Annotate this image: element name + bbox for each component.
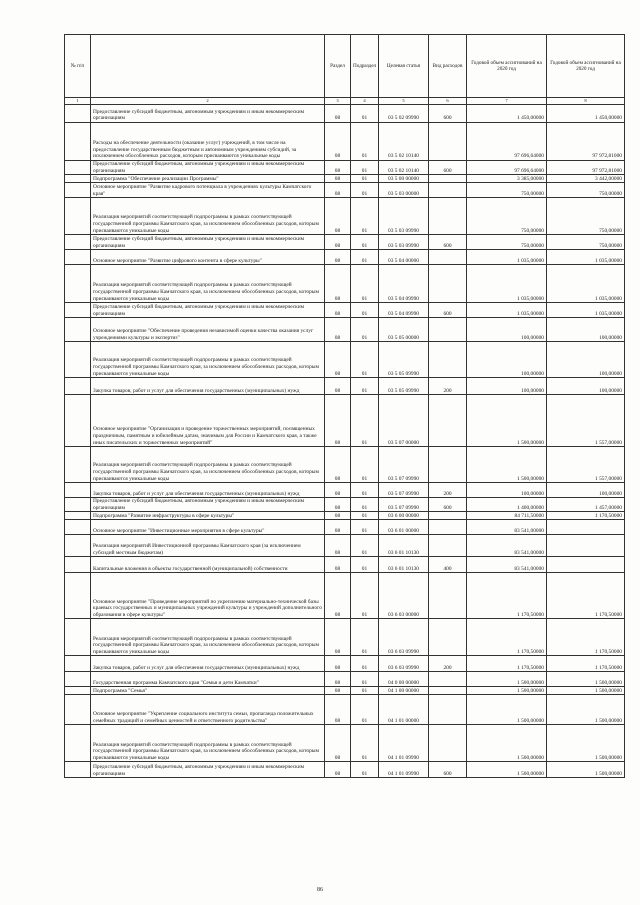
row-value-2020b-cell: 1 457,00000 xyxy=(547,498,625,512)
row-name-cell: Реализация мероприятий соответствующей подпрограммы в рамках соответствующей государственной программы Камчатского края, за исключением обособленных расходов, которым присваиваются уникальные коды xyxy=(91,342,325,378)
row-section-cell: 08 xyxy=(325,183,351,198)
row-value-2020b-cell: 3 442,00000 xyxy=(547,175,625,183)
row-target-cell: 03 5 02 10140 xyxy=(379,123,429,161)
row-name-cell: Основное мероприятие "Проведение мероприятий по укреплению материально-технической базы краевых государственных и муниципальных учреждений культуры и учреждений дополнительного образования в сфере культуры" xyxy=(91,573,325,619)
header-num: № п/п xyxy=(65,35,91,98)
row-section-cell: 08 xyxy=(325,447,351,483)
header-2020: Годовой объем ассигнований на 2020 год xyxy=(467,35,547,98)
row-section-cell: 08 xyxy=(325,250,351,265)
row-section-cell: 08 xyxy=(325,535,351,557)
row-section-cell: 08 xyxy=(325,498,351,512)
row-expense-cell: 600 xyxy=(429,235,467,250)
row-num-cell xyxy=(65,123,91,161)
table-row xyxy=(65,395,625,447)
row-subsection-cell: 01 xyxy=(351,483,379,498)
row-name-cell: Основное мероприятие "Развитие кадрового потенциала в учреждениях культуры Камчатского края" xyxy=(91,183,325,198)
row-name-cell: Предоставление субсидий бюджетным, автономным учреждениям и иным некоммерческим организациям xyxy=(91,303,325,318)
row-value-2020-cell: 97 696,64000 xyxy=(467,123,547,161)
row-value-2020b-cell: 750,00000 xyxy=(547,235,625,250)
row-section-cell: 08 xyxy=(325,725,351,762)
row-section-cell: 08 xyxy=(325,161,351,175)
row-num-cell xyxy=(65,447,91,483)
row-expense-cell xyxy=(429,342,467,378)
row-expense-cell xyxy=(429,725,467,762)
table-row xyxy=(65,342,625,378)
table-row xyxy=(65,447,625,483)
row-expense-cell xyxy=(429,687,467,695)
table-row xyxy=(65,656,625,672)
row-target-cell: 03 5 03 09990 xyxy=(379,235,429,250)
row-expense-cell: 400 xyxy=(429,557,467,573)
row-value-2020b-cell: 1 500,00000 xyxy=(547,725,625,762)
row-section-cell: 08 xyxy=(325,483,351,498)
col-number: 5 xyxy=(379,98,429,105)
row-value-2020b-cell: 1 035,00000 xyxy=(547,250,625,265)
row-name-cell: Предоставление субсидий бюджетным, автономным учреждениям и иным некоммерческим организациям xyxy=(91,235,325,250)
row-subsection-cell: 01 xyxy=(351,175,379,183)
row-name-cell: Закупка товаров, работ и услуг для обеспечения государственных (муниципальных) нужд xyxy=(91,378,325,395)
row-value-2020-cell: 100,00000 xyxy=(467,342,547,378)
table-row xyxy=(65,535,625,557)
row-value-2020b-cell: 100,00000 xyxy=(547,378,625,395)
row-section-cell: 08 xyxy=(325,175,351,183)
row-value-2020-cell: 1 500,00000 xyxy=(467,687,547,695)
row-value-2020-cell: 100,00000 xyxy=(467,318,547,342)
row-target-cell: 03 6 01 10130 xyxy=(379,557,429,573)
row-expense-cell xyxy=(429,250,467,265)
row-target-cell: 03 5 05 09990 xyxy=(379,378,429,395)
table-body xyxy=(65,105,625,778)
row-name-cell: Закупка товаров, работ и услуг для обеспечения государственных (муниципальных) нужд xyxy=(91,656,325,672)
row-subsection-cell: 01 xyxy=(351,395,379,447)
row-subsection-cell: 01 xyxy=(351,687,379,695)
row-value-2020b-cell: 1 170,50000 xyxy=(547,656,625,672)
row-num-cell xyxy=(65,250,91,265)
row-subsection-cell: 01 xyxy=(351,512,379,520)
row-target-cell: 03 5 07 00000 xyxy=(379,395,429,447)
row-section-cell: 08 xyxy=(325,265,351,303)
row-section-cell: 08 xyxy=(325,342,351,378)
row-num-cell xyxy=(65,656,91,672)
row-expense-cell xyxy=(429,520,467,535)
table-row xyxy=(65,318,625,342)
row-num-cell xyxy=(65,378,91,395)
row-name-cell: Предоставление субсидий бюджетным, автономным учреждениям и иным некоммерческим организациям xyxy=(91,161,325,175)
row-value-2020-cell: 3 385,00000 xyxy=(467,175,547,183)
row-expense-cell xyxy=(429,395,467,447)
row-value-2020b-cell xyxy=(547,520,625,535)
row-value-2020-cell: 84 711,50000 xyxy=(467,512,547,520)
row-value-2020-cell: 83 541,00000 xyxy=(467,535,547,557)
row-target-cell: 03 5 00 00000 xyxy=(379,175,429,183)
row-section-cell: 08 xyxy=(325,303,351,318)
table-row xyxy=(65,183,625,198)
row-section-cell: 08 xyxy=(325,619,351,656)
row-num-cell xyxy=(65,695,91,725)
row-subsection-cell: 01 xyxy=(351,161,379,175)
table-row xyxy=(65,250,625,265)
row-expense-cell: 200 xyxy=(429,378,467,395)
table-row xyxy=(65,105,625,123)
row-expense-cell xyxy=(429,535,467,557)
header-2020b: Годовой объем ассигнований на 2020 год xyxy=(547,35,625,98)
row-value-2020b-cell: 97 972,81000 xyxy=(547,123,625,161)
row-target-cell: 03 5 07 09990 xyxy=(379,498,429,512)
row-expense-cell: 200 xyxy=(429,656,467,672)
row-expense-cell xyxy=(429,183,467,198)
row-value-2020-cell: 97 696,64000 xyxy=(467,161,547,175)
row-subsection-cell: 01 xyxy=(351,342,379,378)
row-target-cell: 04 0 00 00000 xyxy=(379,672,429,687)
row-value-2020-cell: 1 035,00000 xyxy=(467,265,547,303)
row-value-2020-cell: 1 170,50000 xyxy=(467,619,547,656)
row-expense-cell xyxy=(429,265,467,303)
row-num-cell xyxy=(65,235,91,250)
row-expense-cell: 600 xyxy=(429,303,467,318)
row-section-cell: 08 xyxy=(325,512,351,520)
row-name-cell: Государственная программа Камчатского края "Семья и дети Камчатки" xyxy=(91,672,325,687)
row-target-cell: 04 1 01 09990 xyxy=(379,762,429,778)
row-value-2020b-cell: 1 170,50000 xyxy=(547,512,625,520)
row-name-cell: Основное мероприятие "Инвестиционные мероприятия в сфере культуры" xyxy=(91,520,325,535)
row-value-2020b-cell: 100,00000 xyxy=(547,483,625,498)
row-expense-cell xyxy=(429,695,467,725)
row-value-2020-cell: 83 541,00000 xyxy=(467,557,547,573)
row-value-2020-cell: 750,00000 xyxy=(467,183,547,198)
table-row xyxy=(65,520,625,535)
row-subsection-cell: 01 xyxy=(351,235,379,250)
table-row xyxy=(65,235,625,250)
row-name-cell: Реализация мероприятий соответствующей подпрограммы в рамках соответствующей государственной программы Камчатского края, за исключением обособленных расходов, которым присваиваются уникальные коды xyxy=(91,447,325,483)
col-number: 8 xyxy=(547,98,625,105)
row-num-cell xyxy=(65,725,91,762)
row-name-cell: Реализация мероприятий соответствующей подпрограммы в рамках соответствующей государственной программы Камчатского края, за исключением обособленных расходов, которым присваиваются уникальные коды xyxy=(91,198,325,235)
row-section-cell: 08 xyxy=(325,123,351,161)
col-number: 7 xyxy=(467,98,547,105)
row-value-2020b-cell: 1 500,00000 xyxy=(547,762,625,778)
row-value-2020b-cell: 1 500,00000 xyxy=(547,687,625,695)
row-num-cell xyxy=(65,520,91,535)
row-value-2020-cell: 1 500,00000 xyxy=(467,725,547,762)
row-num-cell xyxy=(65,687,91,695)
table-row xyxy=(65,498,625,512)
row-expense-cell xyxy=(429,573,467,619)
row-target-cell: 03 5 04 09990 xyxy=(379,265,429,303)
table-row xyxy=(65,198,625,235)
table-row xyxy=(65,672,625,687)
row-section-cell: 08 xyxy=(325,557,351,573)
row-num-cell xyxy=(65,303,91,318)
row-value-2020b-cell: 1 170,50000 xyxy=(547,573,625,619)
row-expense-cell xyxy=(429,318,467,342)
row-num-cell xyxy=(65,535,91,557)
row-num-cell xyxy=(65,557,91,573)
row-name-cell: Расходы на обеспечение деятельности (оказание услуг) учреждений, в том числе на предоставление государственным бюджетным и автономным учреждениям субсидий, за исключением обособленных расходов, которым присваиваются уникальные коды xyxy=(91,123,325,161)
table-row xyxy=(65,619,625,656)
row-expense-cell xyxy=(429,198,467,235)
row-num-cell xyxy=(65,183,91,198)
column-number-row xyxy=(65,98,625,105)
row-expense-cell xyxy=(429,123,467,161)
row-expense-cell: 200 xyxy=(429,483,467,498)
row-num-cell xyxy=(65,672,91,687)
row-target-cell: 03 6 03 00000 xyxy=(379,573,429,619)
row-value-2020b-cell xyxy=(547,535,625,557)
row-value-2020b-cell: 750,00000 xyxy=(547,183,625,198)
row-section-cell: 08 xyxy=(325,762,351,778)
col-number: 3 xyxy=(325,98,351,105)
row-section-cell: 08 xyxy=(325,378,351,395)
row-section-cell: 08 xyxy=(325,672,351,687)
row-num-cell xyxy=(65,573,91,619)
row-name-cell: Закупка товаров, работ и услуг для обеспечения государственных (муниципальных) нужд xyxy=(91,483,325,498)
row-num-cell xyxy=(65,175,91,183)
row-subsection-cell: 01 xyxy=(351,447,379,483)
row-subsection-cell: 01 xyxy=(351,557,379,573)
row-name-cell: Подпрограмма "Семья" xyxy=(91,687,325,695)
table-header-row xyxy=(65,35,625,98)
row-subsection-cell: 01 xyxy=(351,535,379,557)
row-subsection-cell: 01 xyxy=(351,520,379,535)
row-value-2020-cell: 1 500,00000 xyxy=(467,447,547,483)
row-name-cell: Основное мероприятие "Развитие цифрового контента в сфере культуры" xyxy=(91,250,325,265)
row-name-cell: Предоставление субсидий бюджетным, автономным учреждениям и иным некоммерческим организациям xyxy=(91,762,325,778)
row-num-cell xyxy=(65,619,91,656)
row-num-cell xyxy=(65,512,91,520)
row-value-2020b-cell: 97 972,81000 xyxy=(547,161,625,175)
row-value-2020-cell: 1 500,00000 xyxy=(467,762,547,778)
header-target: Целевая статья xyxy=(379,35,429,98)
row-value-2020-cell: 1 170,50000 xyxy=(467,573,547,619)
header-section: Раздел xyxy=(325,35,351,98)
row-value-2020-cell: 1 500,00000 xyxy=(467,695,547,725)
row-name-cell: Предоставление субсидий бюджетным, автономным учреждениям и иным некоммерческим организациям xyxy=(91,498,325,512)
row-value-2020-cell: 1 035,00000 xyxy=(467,250,547,265)
row-subsection-cell: 01 xyxy=(351,303,379,318)
row-subsection-cell: 01 xyxy=(351,656,379,672)
row-target-cell: 03 6 01 00000 xyxy=(379,520,429,535)
row-subsection-cell: 01 xyxy=(351,378,379,395)
row-value-2020b-cell: 1 557,00000 xyxy=(547,447,625,483)
row-section-cell: 08 xyxy=(325,105,351,123)
col-number: 2 xyxy=(91,98,325,105)
row-value-2020-cell: 1 500,00000 xyxy=(467,395,547,447)
row-value-2020b-cell xyxy=(547,557,625,573)
row-expense-cell xyxy=(429,619,467,656)
row-target-cell: 04 1 01 00000 xyxy=(379,695,429,725)
row-section-cell: 08 xyxy=(325,318,351,342)
row-name-cell: Реализация мероприятий соответствующей подпрограммы в рамках соответствующей государственной программы Камчатского края, за исключением обособленных расходов, которым присваиваются уникальные коды xyxy=(91,265,325,303)
row-value-2020-cell: 100,00000 xyxy=(467,483,547,498)
row-name-cell: Реализация мероприятий соответствующей подпрограммы в рамках соответствующей государственной программы Камчатского края, за исключением обособленных расходов, которым присваиваются уникальные коды xyxy=(91,619,325,656)
row-section-cell: 08 xyxy=(325,198,351,235)
row-value-2020b-cell: 1 035,00000 xyxy=(547,303,625,318)
row-subsection-cell: 01 xyxy=(351,265,379,303)
row-num-cell xyxy=(65,395,91,447)
row-value-2020-cell: 1 035,00000 xyxy=(467,303,547,318)
row-value-2020b-cell: 750,00000 xyxy=(547,198,625,235)
row-value-2020-cell: 83 541,00000 xyxy=(467,520,547,535)
row-num-cell xyxy=(65,342,91,378)
header-expense: Вид расходов xyxy=(429,35,467,98)
row-num-cell xyxy=(65,161,91,175)
row-num-cell xyxy=(65,265,91,303)
table-row xyxy=(65,265,625,303)
row-expense-cell: 600 xyxy=(429,498,467,512)
header-name xyxy=(91,35,325,98)
row-subsection-cell: 01 xyxy=(351,318,379,342)
row-value-2020b-cell: 100,00000 xyxy=(547,342,625,378)
row-value-2020b-cell: 1 500,00000 xyxy=(547,672,625,687)
row-subsection-cell: 01 xyxy=(351,250,379,265)
table-row xyxy=(65,695,625,725)
col-number: 6 xyxy=(429,98,467,105)
row-value-2020-cell: 1 400,00000 xyxy=(467,498,547,512)
row-target-cell: 03 6 00 00000 xyxy=(379,512,429,520)
row-expense-cell: 600 xyxy=(429,762,467,778)
row-name-cell: Реализация мероприятий Инвестиционной программы Камчатского края (за исключением субсидий местным бюджетам) xyxy=(91,535,325,557)
row-value-2020-cell: 1 450,00000 xyxy=(467,105,547,123)
row-subsection-cell: 01 xyxy=(351,725,379,762)
table-row xyxy=(65,762,625,778)
row-num-cell xyxy=(65,318,91,342)
row-value-2020-cell: 100,00000 xyxy=(467,378,547,395)
row-target-cell: 03 5 05 09990 xyxy=(379,342,429,378)
row-section-cell: 08 xyxy=(325,687,351,695)
row-value-2020b-cell: 1 557,00000 xyxy=(547,395,625,447)
row-subsection-cell: 01 xyxy=(351,105,379,123)
row-target-cell: 03 6 01 10130 xyxy=(379,535,429,557)
row-name-cell: Реализация мероприятий соответствующей подпрограммы в рамках соответствующей государственной программы Камчатского края, за исключением обособленных расходов, которым присваиваются уникальные коды xyxy=(91,725,325,762)
row-target-cell: 03 5 03 00000 xyxy=(379,183,429,198)
table-row xyxy=(65,512,625,520)
row-value-2020-cell: 1 170,50000 xyxy=(467,656,547,672)
row-target-cell: 03 5 02 10140 xyxy=(379,161,429,175)
row-expense-cell xyxy=(429,175,467,183)
row-section-cell: 08 xyxy=(325,695,351,725)
row-value-2020-cell: 1 500,00000 xyxy=(467,672,547,687)
row-num-cell xyxy=(65,498,91,512)
budget-table xyxy=(64,34,625,778)
table-row xyxy=(65,303,625,318)
table-row xyxy=(65,175,625,183)
table-row xyxy=(65,687,625,695)
row-num-cell xyxy=(65,105,91,123)
row-name-cell: Капитальные вложения в объекты государственной (муниципальной) собственности xyxy=(91,557,325,573)
row-target-cell: 04 1 00 00000 xyxy=(379,687,429,695)
table-row xyxy=(65,123,625,161)
table-row xyxy=(65,725,625,762)
row-value-2020-cell: 750,00000 xyxy=(467,198,547,235)
table-row xyxy=(65,557,625,573)
row-expense-cell: 600 xyxy=(429,105,467,123)
row-value-2020b-cell: 1 500,00000 xyxy=(547,695,625,725)
row-name-cell: Подпрограмма "Обеспечение реализации Программы" xyxy=(91,175,325,183)
col-number: 1 xyxy=(65,98,91,105)
row-name-cell: Основное мероприятие "Организация и проведение торжественных мероприятий, посвященных праздничным, памятным и юбилейным датам, значимым для России и Камчатского края, а также иных писательских и торжественных мероприятий" xyxy=(91,395,325,447)
row-num-cell xyxy=(65,483,91,498)
row-target-cell: 03 5 07 09990 xyxy=(379,483,429,498)
row-target-cell: 03 6 03 09990 xyxy=(379,656,429,672)
row-subsection-cell: 01 xyxy=(351,123,379,161)
table-row xyxy=(65,378,625,395)
row-expense-cell: 600 xyxy=(429,161,467,175)
row-value-2020b-cell: 100,00000 xyxy=(547,318,625,342)
col-number: 4 xyxy=(351,98,379,105)
row-value-2020b-cell: 1 035,00000 xyxy=(547,265,625,303)
row-target-cell: 03 5 07 09990 xyxy=(379,447,429,483)
row-section-cell: 08 xyxy=(325,656,351,672)
row-section-cell: 08 xyxy=(325,395,351,447)
row-subsection-cell: 01 xyxy=(351,498,379,512)
row-expense-cell xyxy=(429,447,467,483)
row-section-cell: 08 xyxy=(325,520,351,535)
row-expense-cell xyxy=(429,672,467,687)
row-name-cell: Подпрограмма "Развитие инфраструктуры в сфере культуры" xyxy=(91,512,325,520)
row-name-cell: Основное мероприятие "Обеспечение проведения независимой оценки качества оказания услуг учреждениями культуры и экспертиз" xyxy=(91,318,325,342)
header-subsection: Подраздел xyxy=(351,35,379,98)
row-section-cell: 08 xyxy=(325,235,351,250)
row-subsection-cell: 01 xyxy=(351,762,379,778)
row-subsection-cell: 01 xyxy=(351,573,379,619)
row-subsection-cell: 01 xyxy=(351,183,379,198)
row-value-2020-cell: 750,00000 xyxy=(467,235,547,250)
row-value-2020b-cell: 1 450,00000 xyxy=(547,105,625,123)
row-value-2020b-cell: 1 170,50000 xyxy=(547,619,625,656)
row-expense-cell xyxy=(429,512,467,520)
row-subsection-cell: 01 xyxy=(351,619,379,656)
row-subsection-cell: 01 xyxy=(351,672,379,687)
row-section-cell: 08 xyxy=(325,573,351,619)
row-target-cell: 03 5 04 09990 xyxy=(379,303,429,318)
row-target-cell: 03 5 04 00000 xyxy=(379,250,429,265)
row-target-cell: 03 5 05 00000 xyxy=(379,318,429,342)
row-target-cell: 03 6 03 09990 xyxy=(379,619,429,656)
row-target-cell: 04 1 01 09990 xyxy=(379,725,429,762)
row-num-cell xyxy=(65,762,91,778)
row-num-cell xyxy=(65,198,91,235)
row-name-cell: Предоставление субсидий бюджетным, автономным учреждениям и иным некоммерческим организациям xyxy=(91,105,325,123)
table-row xyxy=(65,161,625,175)
row-name-cell: Основное мероприятие "Укрепление социального института семьи, пропаганда положительных семейных традиций и семейных ценностей и ответственного родительства" xyxy=(91,695,325,725)
row-subsection-cell: 01 xyxy=(351,695,379,725)
row-target-cell: 03 5 03 09990 xyxy=(379,198,429,235)
table-row xyxy=(65,483,625,498)
table-row xyxy=(65,573,625,619)
row-subsection-cell: 01 xyxy=(351,198,379,235)
row-target-cell: 03 5 02 09990 xyxy=(379,105,429,123)
page-number: 86 xyxy=(317,887,323,893)
